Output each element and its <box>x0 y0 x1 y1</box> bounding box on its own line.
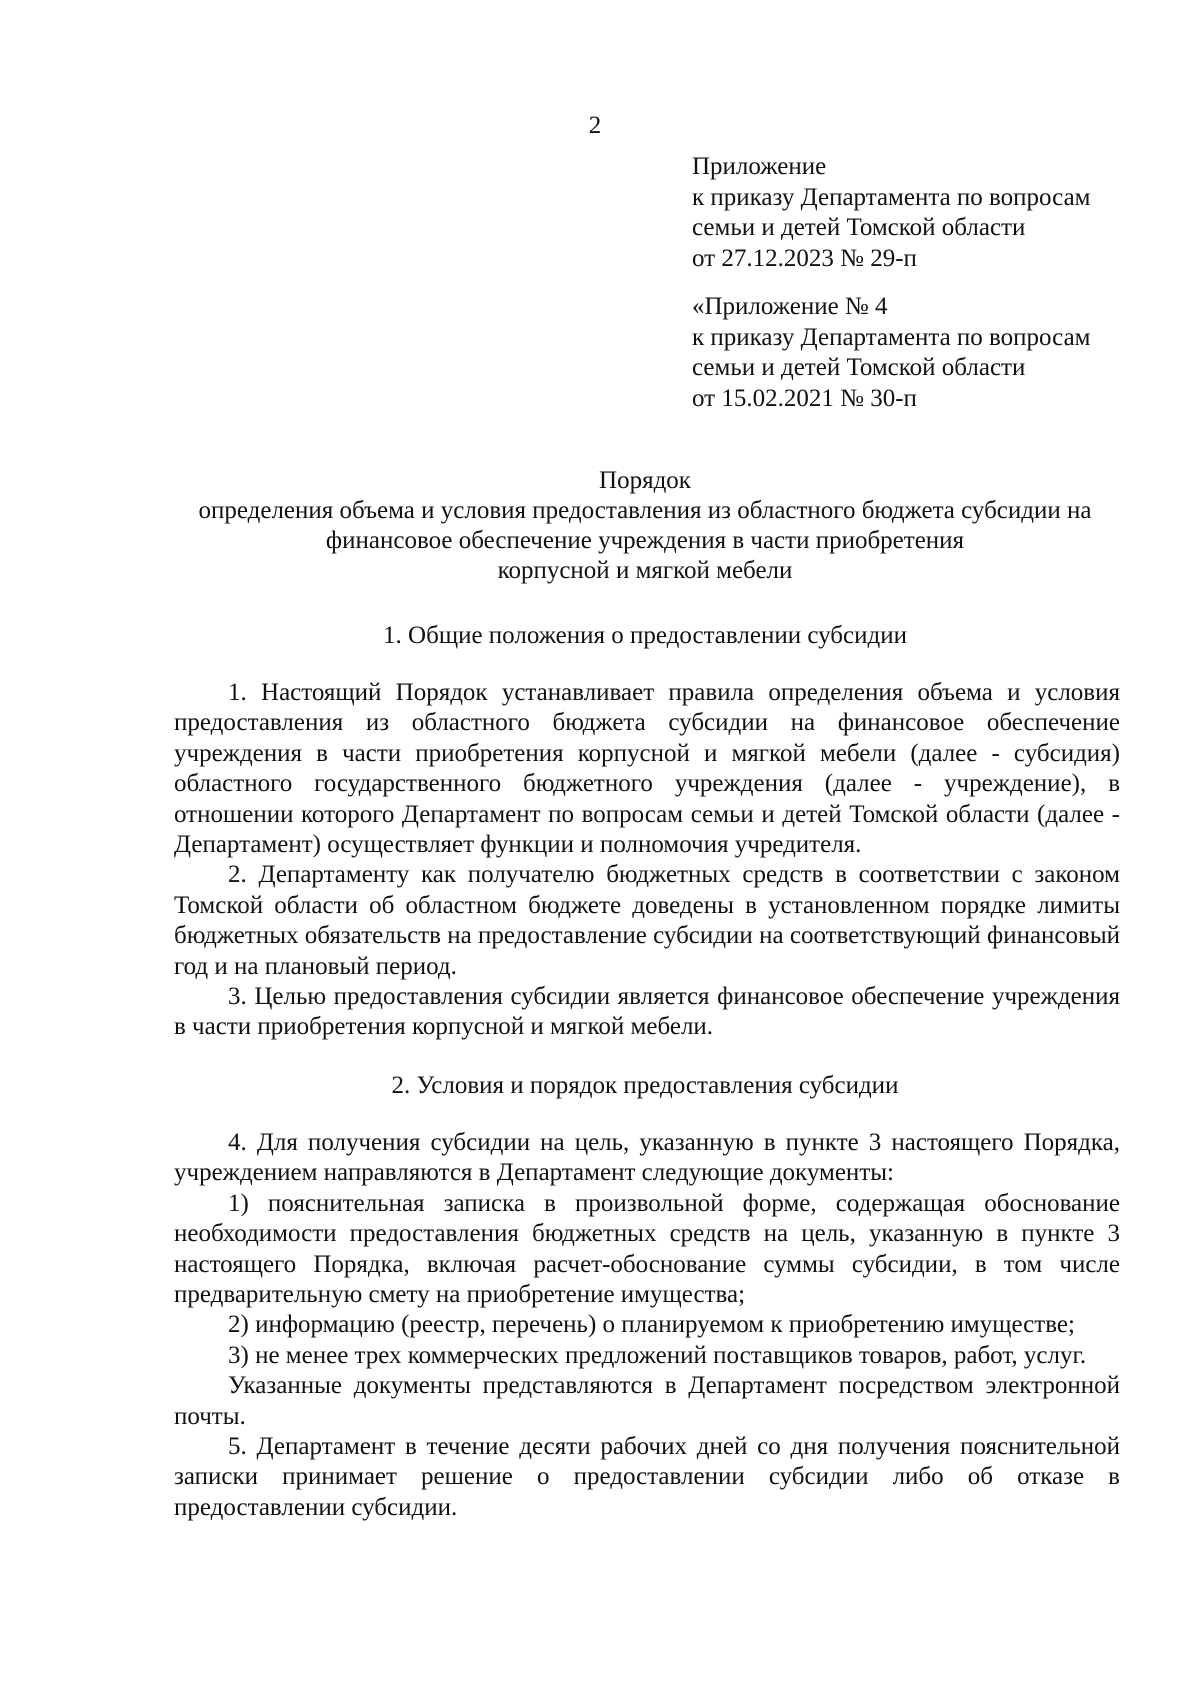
document-title <box>150 466 1140 586</box>
paragraph: 1) пояснительная записка в произвольной форме, содержащая обоснование необходимости предоставления бюджетных средств на цель, указанную в пункте 3 настоящего Порядка, включая расчет-обоснование суммы субсидии, в том числе предварительную смету на приобретение имущества; <box>174 1189 1120 1309</box>
annex-block-original <box>692 292 1152 414</box>
paragraph: 2. Департаменту как получателю бюджетных средств в соответствии с законом Томской области об областном бюджете доведены в установленном порядке лимиты бюджетных обязательств на предоставление субсидии на соответствующий финансовый год и на плановый период. <box>174 861 1120 980</box>
annex-line: семьи и детей Томской области <box>692 354 1026 381</box>
section-1-body <box>174 678 1120 1043</box>
section-1-heading: 1. Общие положения о предоставлении субсидии <box>383 622 907 649</box>
title-line: корпусной и мягкой мебели <box>497 557 793 584</box>
page-number: 2 <box>588 112 602 139</box>
paragraph: 1. Настоящий Порядок устанавливает правила определения объема и условия предоставления из областного бюджета субсидии на финансовое обеспечение учреждения в части приобретения корпусной и мягкой мебели (далее - субсидия) областного государственного бюджетного учреждения (далее - учреждение), в отношении которого Департамент по вопросам семьи и детей Томской области (далее - Департамент) осуществляет функции и полномочия учредителя. <box>174 679 1120 859</box>
paragraph: 4. Для получения субсидии на цель, указанную в пункте 3 настоящего Порядка, учреждением направляются в Департамент следующие документы: <box>174 1129 1120 1187</box>
annex-line: «Приложение № 4 <box>692 293 888 320</box>
title-line: финансовое обеспечение учреждения в части приобретения <box>325 527 965 554</box>
annex-block-current <box>692 152 1152 274</box>
title-line: Порядок <box>599 467 691 494</box>
paragraph: 2) информацию (реестр, перечень) о планируемом к приобретению имуществе; <box>228 1311 1075 1339</box>
section-2-body <box>174 1128 1120 1523</box>
section-2-heading: 2. Условия и порядок предоставления субсидии <box>391 1072 899 1099</box>
annex-line: к приказу Департамента по вопросам <box>692 323 1091 351</box>
annex-line: семьи и детей Томской области <box>692 214 1026 241</box>
annex-line: от 15.02.2021 № 30-п <box>692 384 917 412</box>
annex-line: от 27.12.2023 № 29-п <box>692 244 917 272</box>
annex-line: к приказу Департамента по вопросам <box>692 183 1091 211</box>
paragraph: 3) не менее трех коммерческих предложений поставщиков товаров, работ, услуг. <box>228 1341 1087 1369</box>
paragraph: Указанные документы представляются в Департамент посредством электронной почты. <box>174 1372 1120 1430</box>
annex-line: Приложение <box>692 153 827 180</box>
title-line: определения объема и условия предоставления из областного бюджета субсидии на <box>198 497 1092 524</box>
paragraph: 5. Департамент в течение десяти рабочих дней со дня получения пояснительной записки принимает решение о предоставлении субсидии либо об отказе в предоставлении субсидии. <box>174 1433 1120 1521</box>
paragraph: 3. Целью предоставления субсидии является финансовое обеспечение учреждения в части приобретения корпусной и мягкой мебели. <box>174 983 1120 1041</box>
